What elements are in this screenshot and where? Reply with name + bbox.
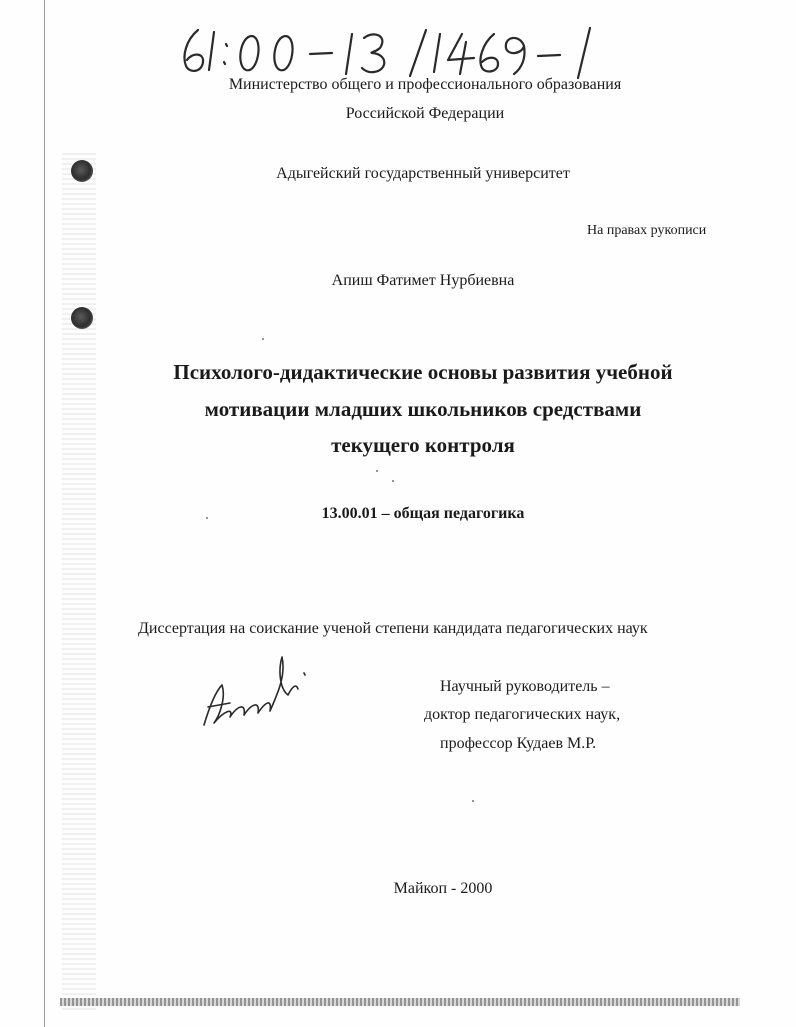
university-name: Адыгейский государственный университет — [276, 165, 570, 182]
dissertation-statement: Диссертация на соискание ученой степени кандидата педагогических наук — [138, 620, 648, 637]
federation-name: Российской Федерации — [345, 105, 505, 122]
scan-speck — [392, 480, 394, 482]
handwritten-archive-code — [176, 22, 631, 82]
speciality-code: 13.00.01 – общая педагогика — [321, 505, 525, 522]
title-line-2: мотивации младших школьников средствами — [204, 397, 642, 421]
supervisor-degree: доктор педагогических наук, — [424, 706, 621, 723]
ministry-name: Министерство общего и профессионального образования — [228, 76, 622, 93]
scan-speck — [262, 338, 264, 340]
scan-speck — [206, 517, 208, 519]
title-line-1: Психолого-дидактические основы развития учебной — [173, 360, 673, 384]
supervisor-name: профессор Кудаев М.Р. — [440, 735, 597, 752]
title-line-3: текущего контроля — [331, 433, 515, 457]
author-signature — [200, 645, 320, 735]
supervisor-role: Научный руководитель – — [440, 678, 610, 695]
scan-bottom-edge — [60, 998, 740, 1006]
author-name: Апиш Фатимет Нурбиевна — [331, 272, 515, 289]
rights-note: На правах рукописи — [587, 223, 707, 238]
scan-speck — [472, 800, 474, 802]
scan-speck — [376, 470, 378, 472]
city-year: Майкоп - 2000 — [393, 880, 493, 897]
punch-hole-icon — [71, 307, 93, 329]
